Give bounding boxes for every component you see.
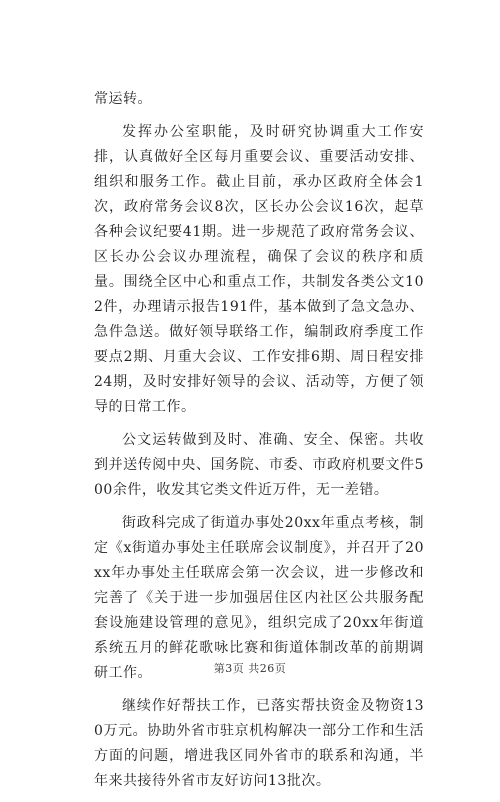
- paragraph-2: 发挥办公室职能，及时研究协调重大工作安排，认真做好全区每月重要会议、重要活动安排、组织和服务工作。截止目前，承办区政府全体会1次，政府常务会议8次，区长办公会议16次，起草各种会议纪要41期。进一步规范了政府常务会议、区长办公会议办理流程，确保了会议的秩序和质量。围绕全区中心和重点工作，共制发各类公文102件，办理请示报告191件，基本做到了急文急办、急件急送。做好领导联络工作，编制政府季度工作要点2期、月重大会议、工作安排6期、周日程安排24期，及时安排好领导的会议、活动等，方便了领导的日常工作。: [94, 124, 424, 415]
- page-number-footer: 第3页 共26页: [213, 662, 287, 675]
- paragraph-4: 街政科完成了街道办事处20xx年重点考核，制定《x街道办事处主任联席会议制度》，并召开了20xx年办事处主任联席会第一次会议，进一步修改和完善了《关于进一步加强居住区内社区公共服务配套设施建设管理的意见》，组织完成了20xx年街道系统五月的鲜花歌咏比赛和街道体制改革的前期调研工作。: [94, 515, 424, 681]
- paragraph-1: 常运转。: [94, 91, 152, 107]
- paragraph-5: 继续作好帮扶工作，已落实帮扶资金及物资130万元。协助外省市驻京机构解决一部分工作和生活方面的问题，增进我区同外省市的联系和沟通，半年来共接待外省市友好访问13批次。: [94, 698, 424, 789]
- document-body: [94, 87, 424, 802]
- paragraph-3: 公文运转做到及时、准确、安全、保密。共收到并送传阅中央、国务院、市委、市政府机要文件500余件，收发其它类文件近万件，无一差错。: [94, 432, 424, 498]
